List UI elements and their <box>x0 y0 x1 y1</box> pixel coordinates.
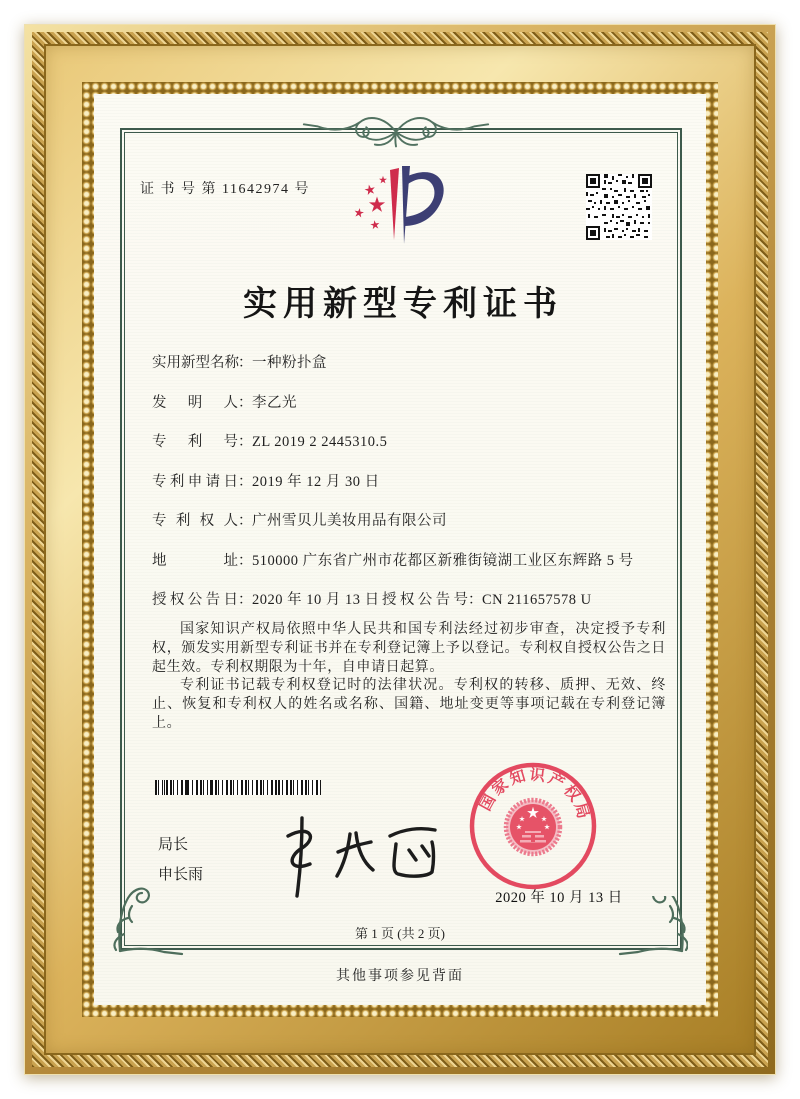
field-value: 李乙光 <box>252 394 297 411</box>
official-seal-icon <box>466 759 600 893</box>
picture-frame <box>24 24 776 1075</box>
field-label: 地址 <box>152 552 238 569</box>
field-colon: ： <box>238 355 253 371</box>
field-colon: ： <box>238 434 253 450</box>
signer-block <box>158 830 203 890</box>
signer-name: 申长雨 <box>158 866 204 883</box>
cnipa-logo-icon <box>346 160 450 252</box>
field-colon: ： <box>238 592 253 608</box>
certificate-paper <box>94 94 706 1005</box>
body-paragraph: 国家知识产权局依照中华人民共和国专利法经过初步审查，决定授予专利权，颁发实用新型专利证书并在专利登记簿上予以登记。专利权自授权公告之日起生效。专利权期限为十年，自申请日起算。 <box>152 622 666 675</box>
field-value: 510000 广东省广州市花都区新雅街镜湖工业区东辉路 5 号 <box>252 552 634 569</box>
field-value: 2019 年 12 月 30 日 <box>252 473 380 490</box>
field-colon: ： <box>238 473 253 490</box>
field-label: 实用新型名称 <box>152 355 239 371</box>
seal-agency-text: 国家知识产权局 <box>476 766 593 823</box>
field-colon: ： <box>238 552 253 569</box>
fields-section <box>152 350 678 627</box>
field-row <box>152 508 678 534</box>
certificate-title: 实用新型专利证书 <box>243 286 563 323</box>
field-colon: ： <box>238 513 253 529</box>
field-value: ZL 2019 2 2445310.5 <box>252 434 388 450</box>
field-row <box>152 587 678 613</box>
field-row <box>152 350 678 376</box>
field-label: 专利权人 <box>152 513 238 529</box>
field-label: 授权公告号 <box>382 592 468 608</box>
field-value: 2020 年 10 月 13 日 <box>252 592 380 608</box>
field-label: 专利号 <box>152 434 238 450</box>
signature-icon <box>252 806 452 906</box>
body-text <box>152 621 666 734</box>
seal-date: 2020 年 10 月 13 日 <box>495 890 623 906</box>
signer-title: 局长 <box>158 836 189 853</box>
field-pair-secondary <box>382 587 592 613</box>
field-row <box>152 429 678 455</box>
frame-bead-band <box>82 82 718 1017</box>
field-row <box>152 548 678 574</box>
field-colon: ： <box>468 592 483 608</box>
barcode <box>155 780 321 795</box>
back-note: 其他事项参见背面 <box>336 969 464 984</box>
field-row <box>152 469 678 495</box>
qr-code <box>586 174 652 240</box>
field-colon: ： <box>238 394 253 411</box>
field-label: 发明人 <box>152 394 238 411</box>
field-value: 广州雪贝儿美妆用品有限公司 <box>252 513 447 529</box>
frame-rope-band <box>32 32 768 1067</box>
field-value: CN 211657578 U <box>482 592 592 608</box>
certificate-number: 证 书 号 第 11642974 号 <box>140 182 310 197</box>
body-paragraph: 专利证书记载专利权登记时的法律状况。专利权的转移、质押、无效、终止、恢复和专利权人的姓名或名称、国籍、地址变更等事项记载在专利登记簿上。 <box>152 678 666 731</box>
field-label: 专利申请日 <box>152 473 238 490</box>
field-value: 一种粉扑盒 <box>252 355 327 371</box>
field-label: 授权公告日 <box>152 592 238 608</box>
frame-slope-band <box>44 44 756 1055</box>
field-row <box>152 390 678 416</box>
page-number: 第 1 页 (共 2 页) <box>355 926 445 941</box>
